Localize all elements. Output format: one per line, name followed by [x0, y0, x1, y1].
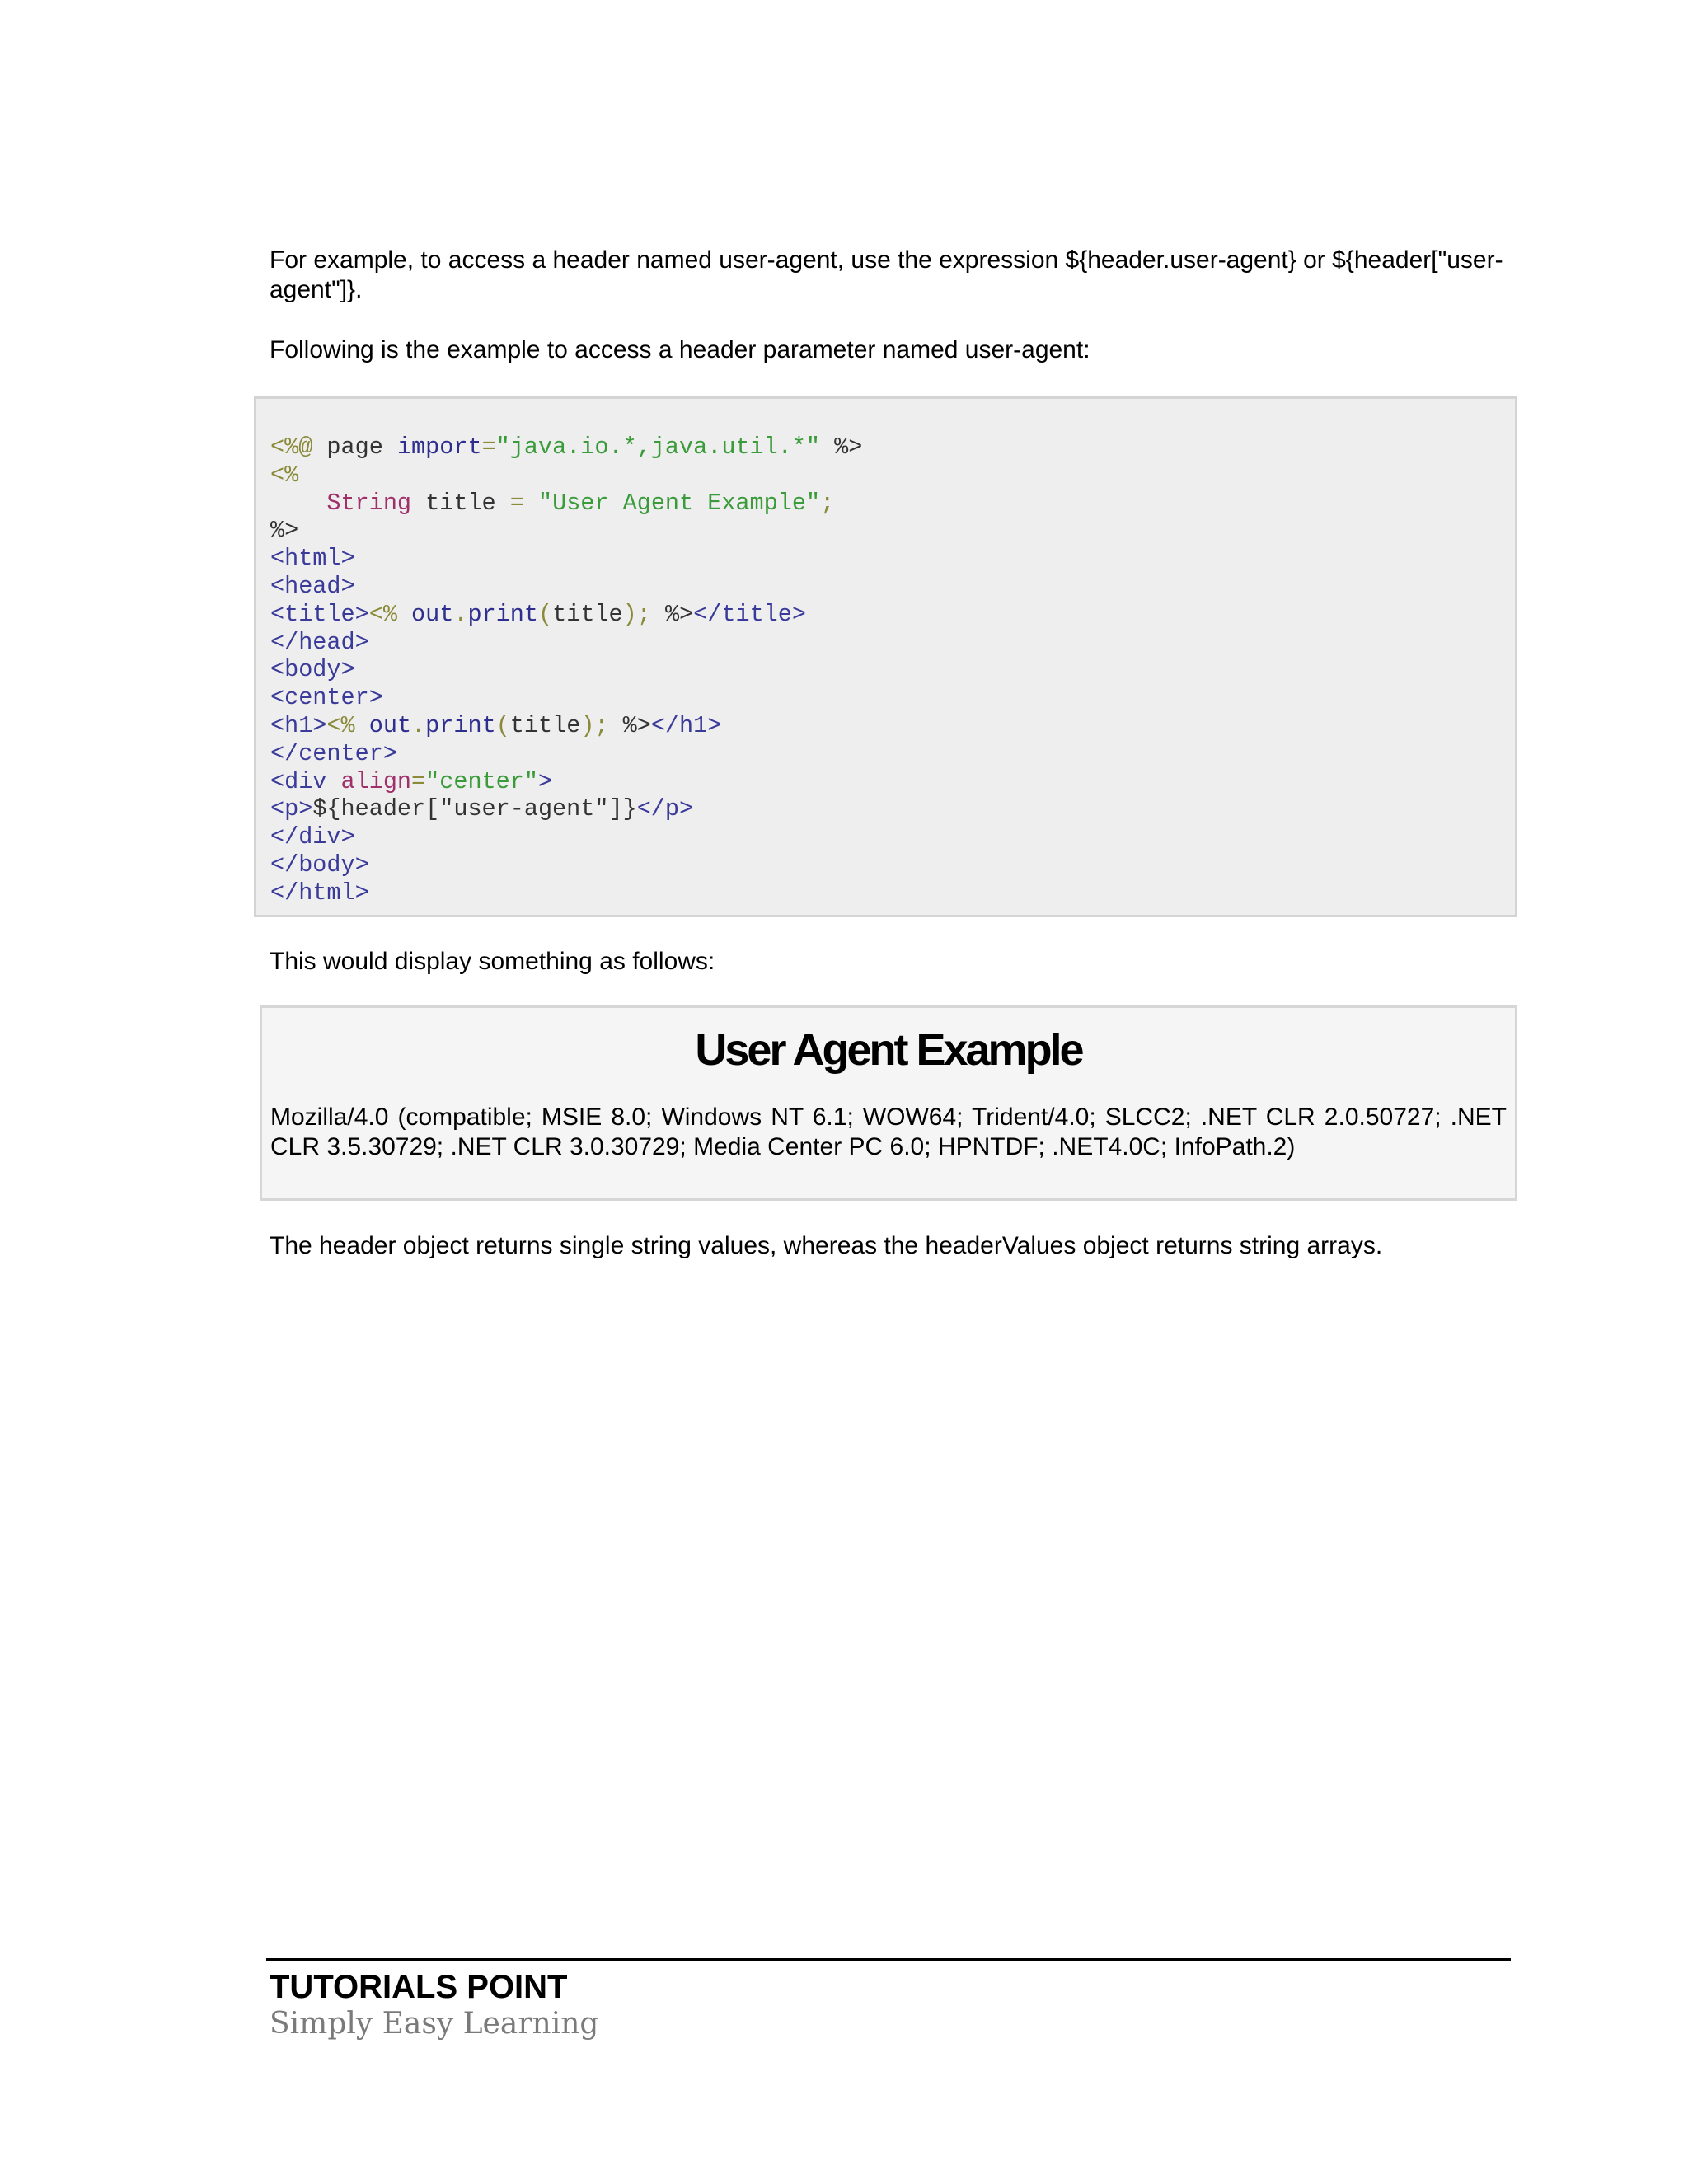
code-token: = — [481, 434, 496, 461]
code-token: ; — [820, 489, 835, 517]
code-token: "center" — [425, 767, 538, 795]
code-listing — [270, 434, 862, 907]
code-line — [270, 517, 298, 544]
code-token: ); — [622, 600, 651, 628]
code-line — [270, 851, 369, 879]
code-token: </head> — [270, 628, 369, 656]
code-token: title — [411, 489, 510, 517]
footer-rule — [266, 1958, 1511, 1961]
code-token: import — [396, 434, 482, 461]
code-token: %> — [820, 434, 863, 461]
code-token: </div> — [270, 823, 355, 851]
code-token: <% — [270, 461, 299, 489]
code-token: . — [411, 711, 426, 739]
code-token: <center> — [270, 684, 383, 712]
closing-paragraph: The header object returns single string values, whereas the headerValues object returns string arrays. — [270, 1232, 1383, 1259]
intro-paragraph: For example, to access a header named user-agent, use the expression ${header.user-agent} or ${header["user-agent"]}. — [270, 246, 1503, 303]
code-token: <p> — [270, 795, 313, 823]
code-line — [270, 573, 355, 600]
code-token: <title> — [270, 600, 369, 628]
code-token: print — [425, 711, 496, 739]
code-token: align — [340, 767, 412, 795]
code-token — [524, 490, 538, 517]
code-token: <% — [326, 711, 355, 739]
code-token: "User Agent Example" — [538, 489, 821, 517]
code-line — [270, 629, 369, 656]
code-token: <%@ — [270, 434, 313, 461]
code-token: %> — [270, 517, 299, 545]
code-line — [270, 545, 355, 572]
code-token: </p> — [636, 795, 694, 823]
code-token: out — [354, 711, 412, 739]
code-token: </title> — [693, 600, 806, 628]
code-token: <h1> — [270, 711, 327, 739]
code-token: "java.io.*,java.util.*" — [495, 434, 821, 461]
code-token: ); — [580, 711, 609, 739]
code-token: <% — [368, 600, 397, 628]
code-line — [270, 684, 383, 711]
code-token: %> — [650, 600, 694, 628]
code-line — [270, 768, 552, 795]
intro-lead-paragraph: Following is the example to access a header parameter named user-agent: — [270, 336, 1090, 363]
code-token: </center> — [270, 739, 397, 767]
code-token: title — [509, 711, 581, 739]
code-token: page — [312, 434, 397, 461]
code-block — [254, 396, 1517, 917]
code-token: title — [552, 600, 623, 628]
code-line — [270, 462, 298, 489]
code-token: </body> — [270, 851, 369, 879]
output-title: User Agent Example — [695, 1025, 1082, 1075]
code-line — [270, 879, 369, 907]
code-token: ( — [538, 600, 553, 628]
code-token: </html> — [270, 879, 369, 907]
code-line — [270, 712, 721, 739]
code-token — [270, 490, 326, 517]
code-line — [270, 601, 806, 628]
code-token: <html> — [270, 545, 355, 573]
footer-tagline: Simply Easy Learning — [270, 2007, 599, 2041]
display-intro: This would display something as follows: — [270, 948, 715, 975]
code-token: <head> — [270, 572, 355, 600]
code-token: out — [396, 600, 454, 628]
code-token: print — [467, 600, 538, 628]
code-token: . — [453, 600, 468, 628]
code-token: </h1> — [650, 711, 722, 739]
code-line — [270, 434, 862, 461]
code-line — [270, 490, 834, 517]
code-line — [270, 795, 693, 823]
code-token: <body> — [270, 656, 355, 684]
output-preview — [260, 1005, 1517, 1201]
code-token: = — [411, 767, 426, 795]
code-token: ${header["user-agent"]} — [312, 795, 637, 823]
footer-brand: TUTORIALS POINT — [270, 1969, 568, 2005]
code-token: ( — [495, 711, 510, 739]
code-line — [270, 656, 355, 683]
code-token: > — [537, 767, 553, 795]
code-line — [270, 823, 355, 851]
code-token: = — [509, 489, 524, 517]
code-token: %> — [608, 711, 651, 739]
code-token: <div — [270, 767, 341, 795]
code-line — [270, 740, 397, 767]
code-token: String — [326, 489, 412, 517]
output-user-agent-text: Mozilla/4.0 (compatible; MSIE 8.0; Windows NT 6.1; WOW64; Trident/4.0; SLCC2; .NET CLR 2.0.50727; .NET CLR 3.5.30729; .NET CLR 3.0.30729; Media Center PC 6.0; HPNTDF; .NET4.0C; InfoPath.2) — [270, 1104, 1507, 1160]
